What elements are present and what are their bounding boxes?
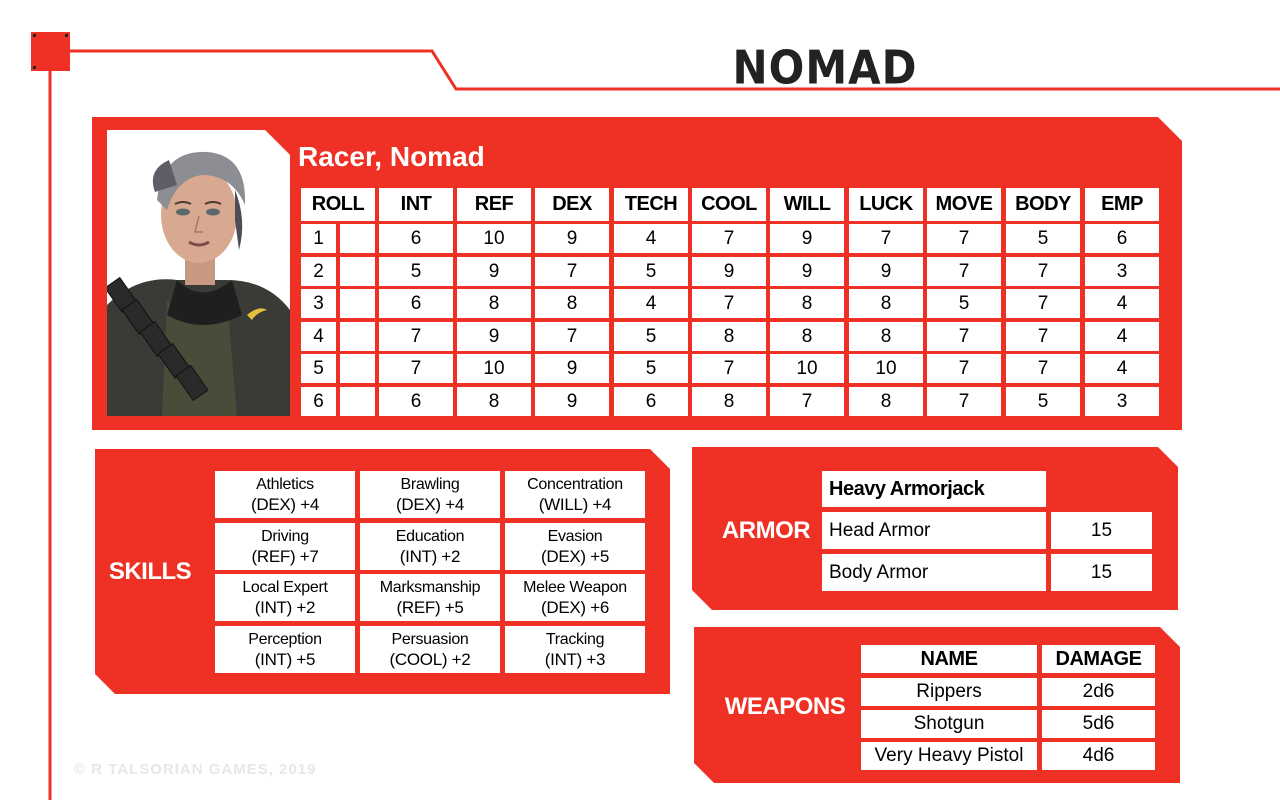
- weapons-header-name: NAME: [861, 645, 1037, 673]
- stats-roll-blank-cell: [340, 322, 375, 351]
- skill-name: Persuasion: [391, 630, 469, 648]
- character-name: Racer, Nomad: [298, 141, 485, 172]
- copyright-text: © R TALSORIAN GAMES, 2019: [74, 761, 317, 778]
- stats-value-cell: 8: [770, 289, 844, 318]
- skill-name: Tracking: [545, 630, 605, 648]
- skill-stat: (DEX) +4: [396, 494, 464, 514]
- stats-value-cell: 7: [927, 224, 1001, 253]
- portrait-illustration: [107, 130, 290, 416]
- skill-stat: (DEX) +6: [541, 597, 609, 617]
- stats-header-body: BODY: [1006, 188, 1080, 221]
- stats-header-move: MOVE: [927, 188, 1001, 221]
- stats-value-cell: 7: [927, 387, 1001, 416]
- stats-value-cell: 8: [692, 322, 766, 351]
- skill-cell: [505, 471, 645, 518]
- stats-header-tech: TECH: [614, 188, 688, 221]
- skills-label: SKILLS: [108, 558, 192, 585]
- skill-cell: [360, 471, 500, 518]
- stats-roll-blank-cell: [340, 387, 375, 416]
- stats-value-cell: 9: [457, 257, 531, 286]
- armor-value-cell: 15: [1051, 554, 1152, 591]
- weapons-header-damage: DAMAGE: [1042, 645, 1155, 673]
- skill-stat: (WILL) +4: [538, 494, 612, 514]
- stats-value-cell: 7: [1006, 354, 1080, 383]
- armor-value-cell: 15: [1051, 512, 1152, 549]
- stats-value-cell: 5: [379, 257, 453, 286]
- skill-cell: [505, 574, 645, 621]
- stats-value-cell: 10: [849, 354, 923, 383]
- armor-name-cell: Body Armor: [822, 554, 1046, 591]
- stats-roll-cell: 2: [301, 257, 336, 286]
- stats-value-cell: 8: [535, 289, 609, 318]
- stats-header-emp: EMP: [1085, 188, 1159, 221]
- stats-value-cell: 10: [770, 354, 844, 383]
- skill-cell: [360, 523, 500, 570]
- skill-stat: (REF) +7: [251, 546, 319, 566]
- stats-value-cell: 7: [1006, 289, 1080, 318]
- stats-value-cell: 4: [614, 289, 688, 318]
- stats-value-cell: 6: [379, 387, 453, 416]
- stats-roll-cell: 4: [301, 322, 336, 351]
- stats-value-cell: 8: [457, 289, 531, 318]
- skill-stat: (DEX) +5: [541, 546, 609, 566]
- skill-name: Perception: [248, 630, 322, 648]
- stats-value-cell: 8: [457, 387, 531, 416]
- stats-header-roll: ROLL: [301, 188, 375, 221]
- skill-cell: [505, 523, 645, 570]
- weapon-name-cell: Very Heavy Pistol: [861, 742, 1037, 770]
- stats-value-cell: 9: [535, 224, 609, 253]
- skill-cell: [505, 626, 645, 673]
- stats-value-cell: 7: [927, 322, 1001, 351]
- stats-value-cell: 5: [1006, 387, 1080, 416]
- weapon-name-cell: Shotgun: [861, 710, 1037, 738]
- stats-header-will: WILL: [770, 188, 844, 221]
- stats-value-cell: 5: [614, 257, 688, 286]
- stats-header-luck: LUCK: [849, 188, 923, 221]
- stats-header-dex: DEX: [535, 188, 609, 221]
- skill-cell: [215, 626, 355, 673]
- stats-value-cell: 7: [849, 224, 923, 253]
- stats-header-ref: REF: [457, 188, 531, 221]
- stats-value-cell: 7: [1006, 257, 1080, 286]
- skill-stat: (INT) +2: [254, 597, 316, 617]
- skill-cell: [215, 471, 355, 518]
- stats-roll-cell: 5: [301, 354, 336, 383]
- stats-value-cell: 6: [379, 289, 453, 318]
- weapons-label: WEAPONS: [724, 693, 846, 720]
- stats-value-cell: 5: [1006, 224, 1080, 253]
- stats-header-cool: COOL: [692, 188, 766, 221]
- stats-value-cell: 8: [849, 387, 923, 416]
- weapon-damage-cell: 5d6: [1042, 710, 1155, 738]
- skill-cell: [360, 574, 500, 621]
- weapon-damage-cell: 4d6: [1042, 742, 1155, 770]
- skill-name: Athletics: [256, 475, 314, 493]
- stats-value-cell: 7: [770, 387, 844, 416]
- stats-value-cell: 5: [927, 289, 1001, 318]
- skill-name: Driving: [261, 527, 309, 545]
- stats-value-cell: 7: [927, 354, 1001, 383]
- stats-value-cell: 8: [849, 289, 923, 318]
- skill-stat: (INT) +2: [399, 546, 461, 566]
- stats-roll-blank-cell: [340, 224, 375, 253]
- skill-stat: (INT) +3: [544, 649, 606, 669]
- stats-value-cell: 8: [692, 387, 766, 416]
- stats-value-cell: 7: [535, 257, 609, 286]
- stats-value-cell: 7: [692, 354, 766, 383]
- skill-stat: (COOL) +2: [389, 649, 471, 669]
- stats-value-cell: 8: [849, 322, 923, 351]
- armor-type: Heavy Armorjack: [822, 471, 1046, 507]
- stats-value-cell: 7: [379, 354, 453, 383]
- skill-name: Education: [395, 527, 465, 545]
- skill-cell: [215, 574, 355, 621]
- stats-roll-cell: 1: [301, 224, 336, 253]
- stats-value-cell: 4: [1085, 289, 1159, 318]
- skill-stat: (DEX) +4: [251, 494, 319, 514]
- stats-value-cell: 4: [1085, 322, 1159, 351]
- stats-value-cell: 5: [614, 322, 688, 351]
- stats-value-cell: 7: [927, 257, 1001, 286]
- stats-value-cell: 7: [379, 322, 453, 351]
- stats-value-cell: 6: [379, 224, 453, 253]
- stats-value-cell: 9: [770, 257, 844, 286]
- skill-cell: [215, 523, 355, 570]
- skill-name: Melee Weapon: [523, 578, 627, 596]
- stats-roll-cell: 6: [301, 387, 336, 416]
- stats-value-cell: 10: [457, 354, 531, 383]
- skill-name: Local Expert: [242, 578, 328, 596]
- skill-stat: (REF) +5: [396, 597, 464, 617]
- stats-value-cell: 5: [614, 354, 688, 383]
- stats-value-cell: 9: [770, 224, 844, 253]
- skill-name: Marksmanship: [379, 578, 481, 596]
- stats-header-int: INT: [379, 188, 453, 221]
- stats-value-cell: 10: [457, 224, 531, 253]
- stats-value-cell: 7: [692, 289, 766, 318]
- stats-roll-cell: 3: [301, 289, 336, 318]
- stats-value-cell: 6: [614, 387, 688, 416]
- stats-value-cell: 3: [1085, 387, 1159, 416]
- stats-value-cell: 7: [1006, 322, 1080, 351]
- stats-roll-blank-cell: [340, 354, 375, 383]
- weapon-damage-cell: 2d6: [1042, 678, 1155, 706]
- skill-name: Brawling: [400, 475, 460, 493]
- stats-roll-blank-cell: [340, 289, 375, 318]
- stats-value-cell: 3: [1085, 257, 1159, 286]
- stats-roll-blank-cell: [340, 257, 375, 286]
- stats-value-cell: 9: [535, 387, 609, 416]
- skill-name: Concentration: [527, 475, 623, 493]
- stats-value-cell: 9: [692, 257, 766, 286]
- weapon-name-cell: Rippers: [861, 678, 1037, 706]
- stats-value-cell: 4: [1085, 354, 1159, 383]
- stats-value-cell: 9: [849, 257, 923, 286]
- stats-value-cell: 8: [770, 322, 844, 351]
- skill-cell: [360, 626, 500, 673]
- stats-value-cell: 9: [457, 322, 531, 351]
- stats-value-cell: 7: [692, 224, 766, 253]
- stats-value-cell: 9: [535, 354, 609, 383]
- stats-value-cell: 7: [535, 322, 609, 351]
- stats-value-cell: 6: [1085, 224, 1159, 253]
- skill-name: Evasion: [547, 527, 603, 545]
- page-title: NOMAD: [732, 40, 918, 94]
- armor-name-cell: Head Armor: [822, 512, 1046, 549]
- character-portrait: [107, 130, 290, 416]
- armor-label: ARMOR: [721, 517, 811, 544]
- stats-value-cell: 4: [614, 224, 688, 253]
- skill-stat: (INT) +5: [254, 649, 316, 669]
